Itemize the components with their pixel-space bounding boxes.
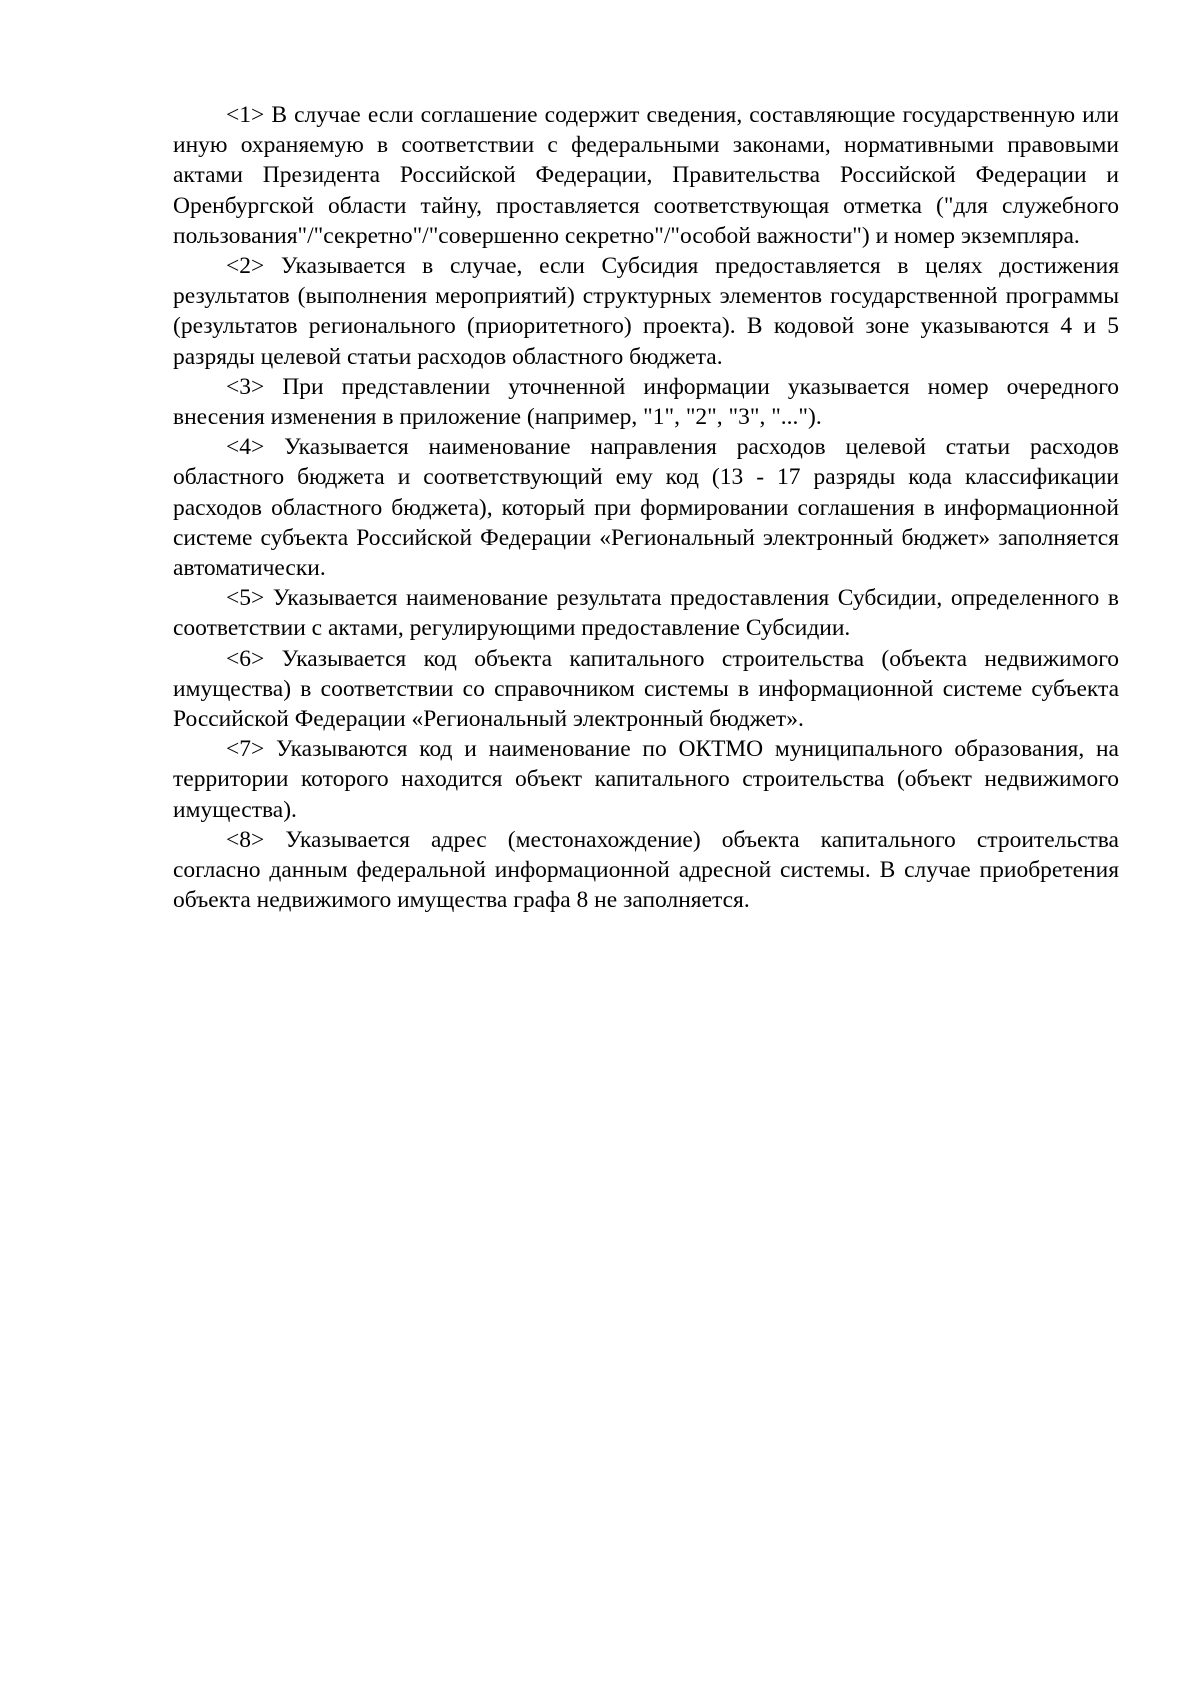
footnote-marker: <4>	[226, 434, 265, 461]
footnote-text: Указывается наименование направления расходов целевой статьи расходов областного бюджета и соответствующий ему код (13 - 17 разряды кода классификации расходов областного бюджета), который при формировании соглашения в информационной системе субъекта Российской Федерации «Региональный электронный бюджет» заполняется автоматически.	[173, 434, 1119, 582]
footnote-3	[173, 372, 1119, 432]
footnotes-block	[173, 100, 1119, 915]
footnote-text: Указывается наименование результата предоставления Субсидии, определенного в соответствии с актами, регулирующими предоставление Субсидии.	[173, 585, 1119, 642]
footnote-text: Указывается адрес (местонахождение) объекта капитального строительства согласно данным федеральной информационной адресной системы. В случае приобретения объекта недвижимого имущества графа 8 не заполняется.	[173, 826, 1119, 914]
footnote-7	[173, 734, 1119, 825]
footnote-2	[173, 251, 1119, 372]
footnote-marker: <7>	[226, 736, 265, 763]
footnote-text: В случае если соглашение содержит сведения, составляющие государственную или иную охраняемую в соответствии с федеральными законами, нормативными правовыми актами Президента Российской Федерации, Правительства Российской Федерации и Оренбургской области тайну, проставляется соответствующая отметка ("для служебного пользования"/"секретно"/"совершенно секретно"/"особой важности") и номер экземпляра.	[173, 102, 1119, 249]
footnote-marker: <8>	[226, 826, 265, 853]
footnote-marker: <6>	[226, 645, 265, 672]
footnote-text: Указываются код и наименование по ОКТМО муниципального образования, на территории которого находится объект капитального строительства (объект недвижимого имущества).	[173, 736, 1119, 823]
footnote-marker: <1>	[226, 102, 265, 128]
footnote-marker: <5>	[226, 585, 265, 612]
footnote-6	[173, 644, 1119, 735]
footnote-1	[173, 100, 1119, 251]
footnote-marker: <2>	[226, 253, 265, 280]
footnote-text: Указывается в случае, если Субсидия предоставляется в целях достижения результатов (выполнения мероприятий) структурных элементов государственной программы (результатов регионального (приоритетного) проекта). В кодовой зоне указываются 4 и 5 разряды целевой статьи расходов областного бюджета.	[173, 253, 1119, 370]
footnote-text: Указывается код объекта капитального строительства (объекта недвижимого имущества) в соответствии со справочником системы в информационной системе субъекта Российской Федерации «Региональный электронный бюджет».	[173, 645, 1119, 733]
footnote-text: При представлении уточненной информации указывается номер очередного внесения изменения в приложение (например, "1", "2", "3", "...").	[173, 373, 1119, 431]
footnote-4	[173, 432, 1119, 583]
footnote-8	[173, 825, 1119, 916]
footnote-5	[173, 583, 1119, 643]
footnote-marker: <3>	[226, 373, 265, 400]
